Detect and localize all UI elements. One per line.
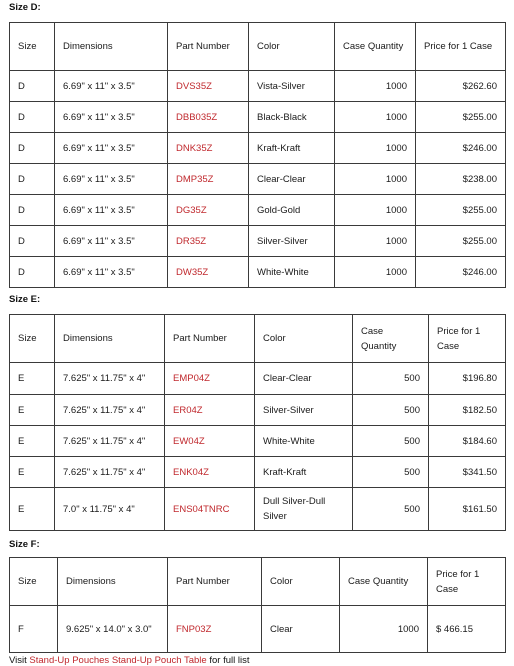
table-row (10, 488, 506, 531)
cell-case-quantity: 1000 (340, 606, 428, 653)
table-row (10, 426, 506, 457)
table-row (10, 195, 506, 226)
table-row (10, 164, 506, 195)
cell-dimensions: 7.625" x 11.75" x 4" (55, 457, 165, 488)
cell-color: Dull Silver-Dull Silver (255, 488, 353, 531)
size-f-table (9, 557, 506, 653)
cell-price: $184.60 (429, 426, 506, 457)
cell-case-quantity: 1000 (335, 133, 416, 164)
header-case-quantity: Case Quantity (340, 558, 428, 606)
section-label-size-d: Size D: (9, 2, 41, 13)
cell-price: $262.60 (416, 71, 506, 102)
part-number-link[interactable]: ENS04TNRC (165, 488, 255, 531)
header-color: Color (255, 315, 353, 363)
part-number-link[interactable]: ENK04Z (165, 457, 255, 488)
part-number-link[interactable]: DR35Z (168, 226, 249, 257)
part-number-link[interactable]: FNP03Z (168, 606, 262, 653)
part-number-link[interactable]: DG35Z (168, 195, 249, 226)
cell-color: Kraft-Kraft (249, 133, 335, 164)
cell-color: Vista-Silver (249, 71, 335, 102)
cell-size: D (10, 133, 55, 164)
cell-price: $238.00 (416, 164, 506, 195)
header-part-number: Part Number (165, 315, 255, 363)
cell-case-quantity: 1000 (335, 71, 416, 102)
cell-case-quantity: 500 (353, 488, 429, 531)
header-price: Price for 1 Case (416, 23, 506, 71)
stand-up-pouches-link[interactable]: Stand-Up Pouches (29, 655, 110, 666)
header-color: Color (262, 558, 340, 606)
cell-price: $196.80 (429, 363, 506, 395)
table-header-row (10, 315, 506, 363)
cell-color: Clear (262, 606, 340, 653)
size-d-table (9, 22, 506, 288)
cell-color: Gold-Gold (249, 195, 335, 226)
section-label-size-f: Size F: (9, 539, 40, 550)
cell-dimensions: 6.69" x 11" x 3.5" (55, 133, 168, 164)
footer-prefix: Visit (9, 655, 27, 666)
header-price: Price for 1 Case (429, 315, 506, 363)
table-row (10, 395, 506, 426)
cell-dimensions: 7.0" x 11.75" x 4" (55, 488, 165, 531)
cell-size: F (10, 606, 58, 653)
cell-case-quantity: 1000 (335, 195, 416, 226)
cell-color: Clear-Clear (249, 164, 335, 195)
cell-case-quantity: 500 (353, 363, 429, 395)
cell-price: $161.50 (429, 488, 506, 531)
cell-dimensions: 6.69" x 11" x 3.5" (55, 226, 168, 257)
header-dimensions: Dimensions (55, 315, 165, 363)
header-size: Size (10, 315, 55, 363)
cell-size: D (10, 195, 55, 226)
table-row (10, 257, 506, 288)
header-part-number: Part Number (168, 23, 249, 71)
table-row (10, 226, 506, 257)
cell-price: $182.50 (429, 395, 506, 426)
cell-color: Clear-Clear (255, 363, 353, 395)
table-header-row (10, 558, 506, 606)
cell-price: $255.00 (416, 195, 506, 226)
header-case-quantity: Case Quantity (335, 23, 416, 71)
cell-size: D (10, 102, 55, 133)
cell-price: $246.00 (416, 257, 506, 288)
cell-size: D (10, 164, 55, 195)
cell-price: $246.00 (416, 133, 506, 164)
cell-dimensions: 7.625" x 11.75" x 4" (55, 426, 165, 457)
cell-size: E (10, 426, 55, 457)
header-size: Size (10, 23, 55, 71)
cell-dimensions: 6.69" x 11" x 3.5" (55, 102, 168, 133)
cell-price: $255.00 (416, 102, 506, 133)
header-case-quantity: Case Quantity (353, 315, 429, 363)
header-price: Price for 1 Case (428, 558, 506, 606)
cell-size: E (10, 457, 55, 488)
cell-case-quantity: 1000 (335, 257, 416, 288)
cell-price: $255.00 (416, 226, 506, 257)
cell-case-quantity: 500 (353, 395, 429, 426)
cell-case-quantity: 1000 (335, 164, 416, 195)
table-row (10, 606, 506, 653)
table-row (10, 457, 506, 488)
stand-up-pouch-table-link[interactable]: Stand-Up Pouch Table (111, 655, 207, 666)
size-e-table (9, 314, 506, 531)
part-number-link[interactable]: EMP04Z (165, 363, 255, 395)
cell-size: E (10, 488, 55, 531)
table-row (10, 71, 506, 102)
header-size: Size (10, 558, 58, 606)
part-number-link[interactable]: EW04Z (165, 426, 255, 457)
header-dimensions: Dimensions (55, 23, 168, 71)
footer-suffix: for full list (209, 655, 250, 666)
part-number-link[interactable]: DBB035Z (168, 102, 249, 133)
cell-color: White-White (255, 426, 353, 457)
cell-dimensions: 7.625" x 11.75" x 4" (55, 363, 165, 395)
cell-color: Silver-Silver (255, 395, 353, 426)
cell-dimensions: 7.625" x 11.75" x 4" (55, 395, 165, 426)
cell-dimensions: 6.69" x 11" x 3.5" (55, 164, 168, 195)
cell-color: White-White (249, 257, 335, 288)
cell-size: E (10, 395, 55, 426)
part-number-link[interactable]: ER04Z (165, 395, 255, 426)
cell-size: E (10, 363, 55, 395)
cell-size: D (10, 71, 55, 102)
cell-dimensions: 6.69" x 11" x 3.5" (55, 257, 168, 288)
cell-case-quantity: 500 (353, 457, 429, 488)
cell-color: Silver-Silver (249, 226, 335, 257)
part-number-link[interactable]: DNK35Z (168, 133, 249, 164)
cell-dimensions: 6.69" x 11" x 3.5" (55, 71, 168, 102)
cell-size: D (10, 226, 55, 257)
cell-dimensions: 9.625" x 14.0" x 3.0" (58, 606, 168, 653)
part-number-link[interactable]: DVS35Z (168, 71, 249, 102)
cell-price: $341.50 (429, 457, 506, 488)
table-row (10, 102, 506, 133)
cell-price: $ 466.15 (428, 606, 506, 653)
table-header-row (10, 23, 506, 71)
part-number-link[interactable]: DW35Z (168, 257, 249, 288)
table-row (10, 133, 506, 164)
section-label-size-e: Size E: (9, 294, 41, 305)
cell-case-quantity: 1000 (335, 226, 416, 257)
cell-color: Black-Black (249, 102, 335, 133)
cell-dimensions: 6.69" x 11" x 3.5" (55, 195, 168, 226)
header-dimensions: Dimensions (58, 558, 168, 606)
header-part-number: Part Number (168, 558, 262, 606)
cell-color: Kraft-Kraft (255, 457, 353, 488)
table-row (10, 363, 506, 395)
header-color: Color (249, 23, 335, 71)
cell-case-quantity: 1000 (335, 102, 416, 133)
cell-size: D (10, 257, 55, 288)
cell-case-quantity: 500 (353, 426, 429, 457)
part-number-link[interactable]: DMP35Z (168, 164, 249, 195)
